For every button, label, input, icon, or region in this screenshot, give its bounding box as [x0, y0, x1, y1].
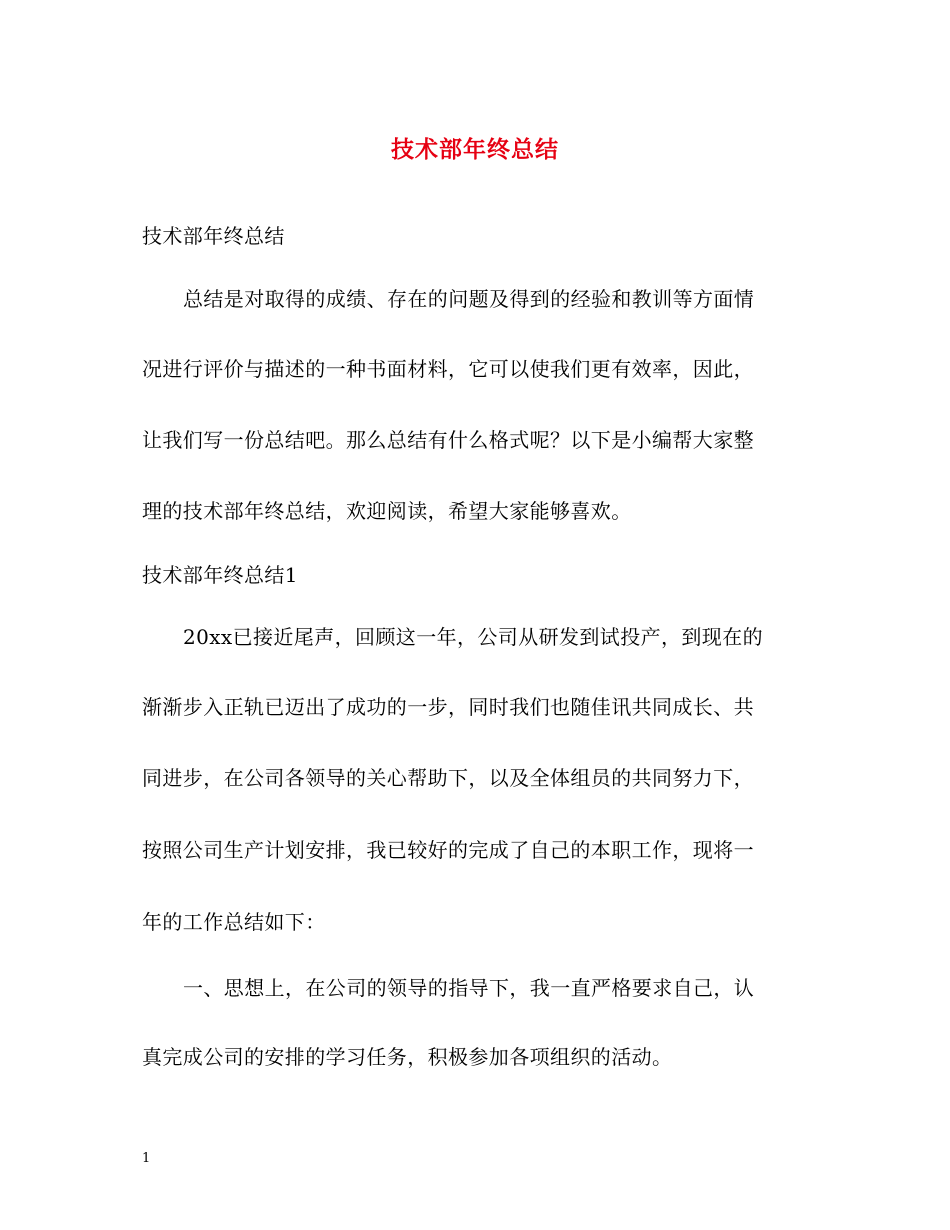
paragraph-line: 况进行评价与描述的一种书面材料，它可以使我们更有效率，因此， — [142, 357, 754, 381]
paragraph-line: 总结是对取得的成绩、存在的问题及得到的经验和教训等方面情 — [183, 287, 755, 311]
paragraph-line: 渐渐步入正轨已迈出了成功的一步，同时我们也随佳讯共同成长、共 — [142, 695, 754, 719]
paragraph-line: 理的技术部年终总结，欢迎阅读，希望大家能够喜欢。 — [142, 499, 632, 523]
section-heading: 技术部年终总结 — [142, 224, 285, 248]
paragraph-line: 真完成公司的安排的学习任务，积极参加各项组织的活动。 — [142, 1045, 673, 1069]
paragraph-line: 按照公司生产计划安排，我已较好的完成了自己的本职工作，现将一 — [142, 838, 754, 862]
page-number: 1 — [142, 1151, 151, 1166]
paragraph-line: 同进步，在公司各领导的关心帮助下，以及全体组员的共同努力下， — [142, 766, 754, 790]
section-heading: 技术部年终总结1 — [142, 563, 298, 587]
paragraph-line: 让我们写一份总结吧。那么总结有什么格式呢？以下是小编帮大家整 — [142, 428, 754, 452]
paragraph-line: 一、思想上，在公司的领导的指导下，我一直严格要求自己，认 — [183, 976, 755, 1000]
paragraph-line: 20xx已接近尾声，回顾这一年，公司从研发到试投产，到现在的 — [183, 625, 764, 649]
paragraph-line: 年的工作总结如下： — [142, 910, 326, 934]
document-title: 技术部年终总结 — [391, 136, 559, 163]
